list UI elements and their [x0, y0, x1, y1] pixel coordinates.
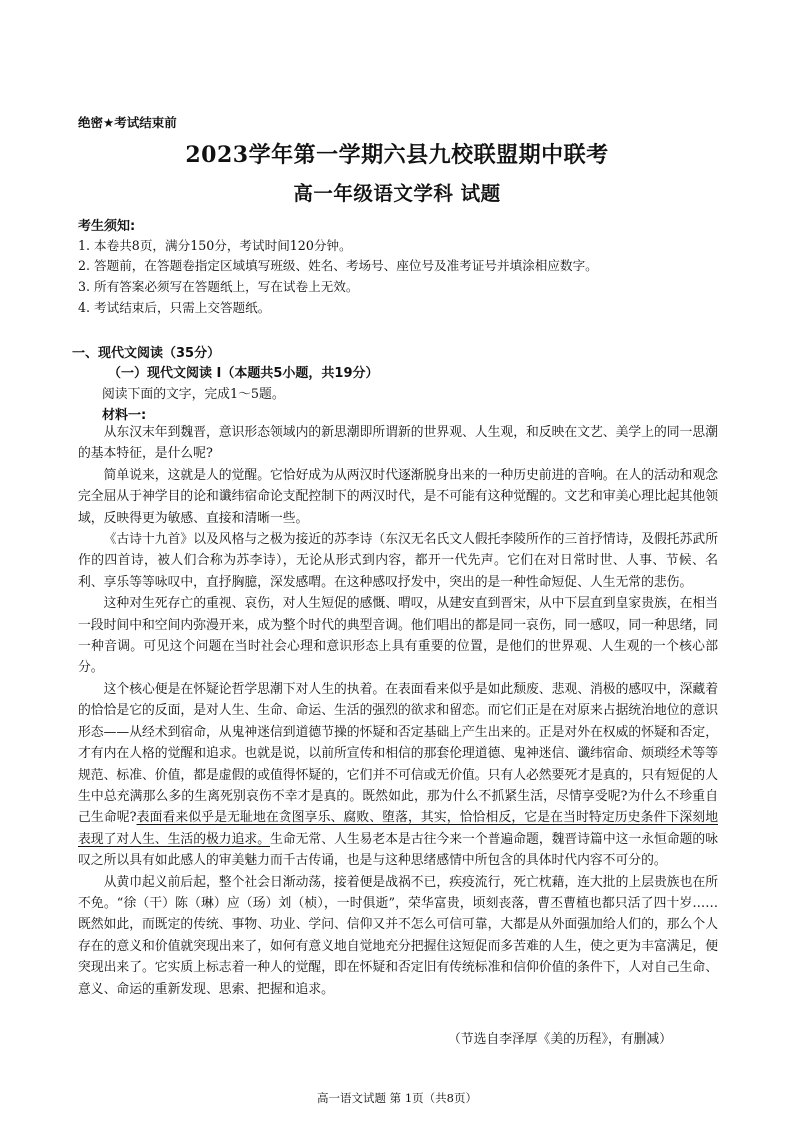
passage-paragraph: 这种对生死存亡的重视、哀伤，对人生短促的感慨、喟叹，从建安直到晋宋，从中下层直到皇家贵族，在相当一段时间中和空间内弥漫开来，成为整个时代的典型音调。他们唱出的都是同一哀伤，同一感叹，同一种思绪，同一种音调。可见这个问题在当时社会心理和意识形态上具有重要的位置，是他们的世界观、人生观的一个核心部分。 — [78, 596, 718, 676]
notice-item: 3. 所有答案必须写在答题纸上，写在试卷上无效。 — [78, 279, 359, 294]
notice-item: 2. 答题前，在答题卷指定区域填写班级、姓名、考场号、座位号及准考证号并填涂相应数字。 — [78, 258, 598, 273]
passage-paragraph: 从东汉末年到魏晋，意识形态领域内的新思潮即所谓新的世界观、人生观，和反映在文艺、美学上的同一思潮的基本特征，是什么呢? — [78, 425, 718, 462]
exam-subtitle: 高一年级语文学科 试题 — [293, 182, 501, 205]
underlined-sentence: 表面看来似乎是无耻地在贪图享乐、腐败、堕落，其实，恰恰相反，它是在当时特定历史条件下深刻地表现了对人生、生活的极力追求。 — [78, 810, 718, 847]
confidential-label: 绝密★考试结束前 — [78, 115, 177, 130]
passage-text: 生命无常、人生易老本是古往今来一个普遍命题，魏晋诗篇中这一永恒命题的咏叹之所以具有如此感人的审美魅力而千古传诵，也是与这种思绪感情中所包含的具体时代内容不可分的。 — [78, 831, 719, 869]
passage-text: 这个核心便是在怀疑论哲学思潮下对人生的执着。在表面看来似乎是如此颓废、悲观、消极的感叹中，深藏着的恰恰是它的反面，是对人生、生命、命运、生活的强烈的欲求和留恋。而它们正是在对原来占据统治地位的意识形态——从经术到宿命，从鬼神迷信到道德节操的怀疑和否定基础上产生出来的。正是对外在权威的怀疑和否定，才有内在人格的觉醒和追求。也就是说，以前所宣传和相信的那套伦理道德、鬼神迷信、谶纬宿命、烦琐经术等等规范、标准、价值，都是虚假的或值得怀疑的，它们并不可信或无价值。只有人必然要死才是真的，只有短促的人生中总充满那么多的生离死别哀伤不幸才是真的。既然如此，那为什么不抓紧生活，尽情享受呢?为什么不珍重自己生命呢? — [78, 681, 718, 826]
notice-item: 4. 考试结束后，只需上交答题纸。 — [78, 300, 271, 315]
passage-paragraph: 《古诗十九首》以及风格与之极为接近的苏李诗（东汉无名氏文人假托李陵所作的三首抒情诗，及假托苏武所作的四首诗，被人们合称为苏李诗），无论从形式到内容，都开一代先声。它们在对日常时世、人事、节候、名利、享乐等等咏叹中，直抒胸臆，深发感喟。在这种感叹抒发中，突出的是一种性命短促、人生无常的悲伤。 — [78, 532, 718, 590]
section-title: 一、现代文阅读（35分） — [72, 346, 221, 361]
reading-instruction: 阅读下面的文字，完成1～5题。 — [102, 387, 285, 402]
passage-paragraph: 简单说来，这就是人的觉醒。它恰好成为从两汉时代逐渐脱身出来的一种历史前进的音响。在人的活动和观念完全屈从于神学目的论和谶纬宿命论支配控制下的两汉时代，是不可能有这种觉醒的。文艺和审美心理比起其他领域，反映得更为敏感、直接和清晰一些。 — [78, 467, 718, 526]
source-citation: （节选自李泽厚《美的历程》，有删减） — [448, 1032, 672, 1047]
material-label: 材料一: — [102, 408, 147, 423]
page-footer: 高一语文试题 第 1页（共8页） — [317, 1091, 477, 1105]
passage-paragraph — [78, 679, 718, 872]
notice-item: 1. 本卷共8页，满分150分，考试时间120分钟。 — [78, 238, 352, 253]
passage-paragraph: 从黄巾起义前后起，整个社会日渐动荡，接着便是战祸不已，疾疫流行，死亡枕藉，连大批的上层贵族也在所不免。“徐（干）陈（琳）应（玚）刘（桢），一时俱逝”，荣华富贵，顷刻丧落，曹丕曹植也都只活了四十岁……既然如此，而既定的传统、事物、功业、学问、信仰又并不怎么可信可靠，大都是从外面强加给人们的，那么个人存在的意义和价值就突现出来了，如何有意义地自觉地充分把握住这短促而多苦难的人生，使之更为丰富满足，便突现出来了。它实质上标志着一种人的觉醒，即在怀疑和否定旧有传统标准和信仰价值的条件下，人对自己生命、意义、命运的重新发现、思索、把握和追求。 — [78, 874, 718, 997]
reading-passage — [78, 422, 718, 1000]
exam-title: 2023学年第一学期六县九校联盟期中联考 — [185, 142, 609, 168]
notice-heading: 考生须知: — [78, 219, 136, 234]
subsection-title: （一）现代文阅读 I（本题共5小题，共19分） — [108, 366, 379, 381]
